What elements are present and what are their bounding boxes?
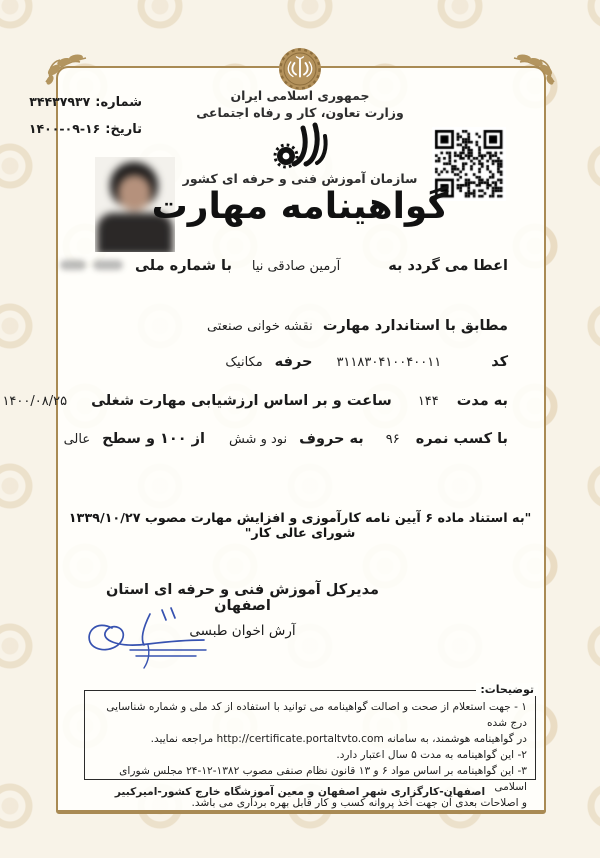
serial-label: شماره: (95, 95, 142, 110)
header-ministry: وزارت تعاون، کار و رفاه اجتماعی (196, 105, 404, 120)
note-line-4: ۳- این گواهینامه بر اساس مواد ۶ و ۱۳ قانون نظام صنفی مصوب ۱۳۸۲-۱۲-۲۴ مجلس شورای اسلامی (119, 765, 527, 793)
score-label: با کسب نمره (415, 431, 508, 447)
duration-value: ۱۴۴ (417, 394, 439, 409)
note-line-3: ۲- این گواهینامه به مدت ۵ سال اعتبار دارد. (336, 749, 527, 761)
score-row (64, 431, 508, 447)
level-value: عالی (63, 432, 91, 447)
header-organization: سازمان آموزش فنی و حرفه ای کشور (182, 171, 418, 186)
note-line-5: و اصلاحات بعدی آن جهت اخذ پروانه کسب و کار قابل بهره برداری می باشد. (191, 797, 527, 809)
score-words-value: نود و شش (228, 432, 288, 447)
national-emblem-seal-icon (277, 46, 323, 92)
signature-scribble (78, 598, 228, 670)
standard-value: نقشه خوانی صنعتی (206, 319, 313, 334)
serial-value: ۳۴۴۳۷۹۳۷ (29, 94, 91, 109)
holder-name: آرمین صادقی نیا (251, 259, 341, 274)
date-label: تاریخ: (105, 122, 142, 137)
legal-note: "به استناد ماده ۶ آیین نامه کارآموزی و افزایش مهارت مصوب ۱۳۳۹/۱۰/۲۷ شورای عالی کار" (68, 511, 532, 541)
national-id-redacted (60, 260, 123, 270)
profession-value: مکانیک (225, 355, 263, 370)
corner-ornament-left-icon (40, 42, 92, 88)
header-country: جمهوری اسلامی ایران (230, 88, 370, 103)
score-value: ۹۶ (385, 432, 400, 447)
standard-row (64, 318, 508, 334)
date-value: ۱۴۰۰-۰۹-۱۶ (28, 121, 101, 136)
footer-agency-line: اصفهان-کارگزاری شهر اصفهان و معین آموزشگاه خارج کشور-امیرکبیر (114, 786, 486, 798)
code-label: کد (491, 354, 508, 370)
corner-ornament-right-icon (508, 42, 560, 88)
profession-label: حرفه (274, 354, 313, 370)
tvto-logo-icon (270, 119, 330, 169)
duration-row (2, 393, 508, 409)
signature-title: مدیرکل آموزش فنی و حرفه ای استان اصفهان (106, 582, 379, 614)
duration-suffix-label: ساعت و بر اساس ارزشیابی مهارت شغلی (91, 393, 392, 409)
duration-label: به مدت (456, 393, 508, 409)
date-row (29, 123, 142, 136)
certificate-title: گواهینامه مهارت (151, 186, 449, 227)
evaluation-date: ۱۴۰۰/۰۸/۲۵ (2, 394, 68, 409)
granted-row (64, 258, 508, 274)
notes-header: توضیحات: (476, 683, 538, 696)
code-value: ۳۱۱۸۳۰۴۱۰۰۴۰۰۱۱ (336, 355, 442, 370)
note-line-1: ۱ - جهت استعلام از صحت و اصالت گواهینامه می توانید با استفاده از کد ملی و شماره شناسایی درج شده (106, 701, 527, 729)
code-row (64, 354, 508, 370)
standard-label: مطابق با استاندارد مهارت (322, 318, 508, 334)
national-id-label: با شماره ملی (135, 258, 232, 274)
score-words-label: به حروف (299, 431, 364, 447)
granted-label: اعطا می گردد به (388, 258, 508, 274)
note-line-2: در گواهینامه هوشمند، به سامانه http://certificate.portaltvto.com مراجعه نمایید. (150, 733, 527, 745)
signature-name: آرش اخوان طبسی (189, 623, 296, 639)
outof-level-label: از ۱۰۰ و سطح (102, 431, 205, 447)
